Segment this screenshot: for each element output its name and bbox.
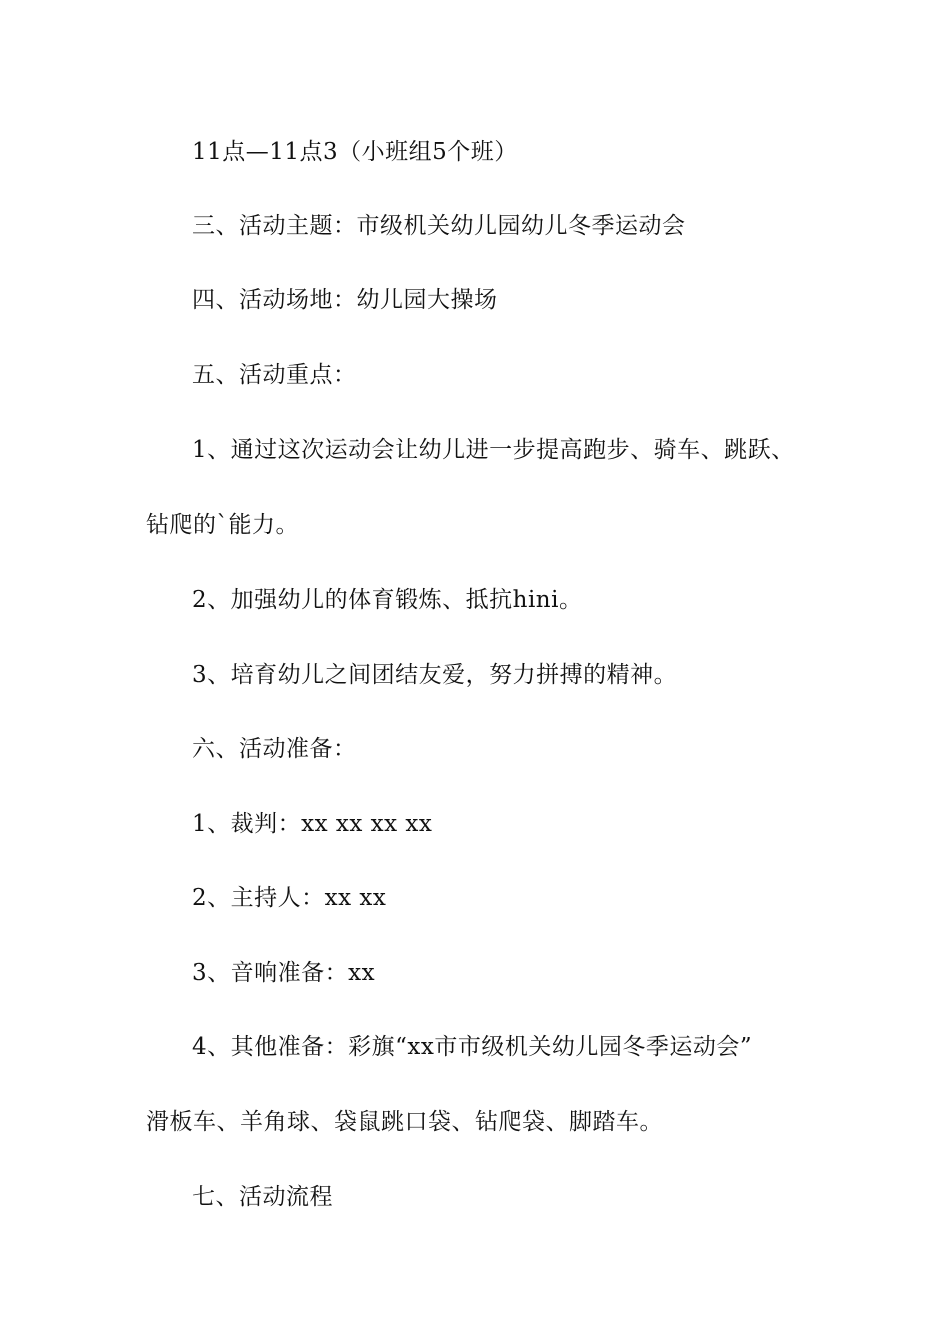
text-line-focus-1: 1、通过这次运动会让幼儿进一步提高跑步、骑车、跳跃、 [192,437,795,463]
text-line-focus-3: 3、培育幼儿之间团结友爱，努力拼搏的精神。 [192,662,678,688]
text-line-prep-1: 1、裁判：xx xx xx xx [192,811,433,837]
text-line-prep-3: 3、音响准备：xx [192,960,376,986]
text-line-prep-4-cont: 滑板车、羊角球、袋鼠跳口袋、钻爬袋、脚踏车。 [146,1109,663,1135]
text-line-time: 11点—11点3（小班组5个班） [192,139,518,165]
text-line-process-heading: 七、活动流程 [192,1184,333,1210]
text-line-theme: 三、活动主题：市级机关幼儿园幼儿冬季运动会 [192,213,686,239]
text-line-prep-4: 4、其他准备：彩旗“xx市市级机关幼儿园冬季运动会” [192,1034,753,1060]
text-line-focus-1-cont: 钻爬的`能力。 [146,512,299,538]
text-line-prep-2: 2、主持人：xx xx [192,885,387,911]
text-line-prep-heading: 六、活动准备： [192,736,357,762]
text-line-focus-heading: 五、活动重点： [192,362,357,388]
text-line-venue: 四、活动场地：幼儿园大操场 [192,287,498,313]
text-line-focus-2: 2、加强幼儿的体育锻炼、抵抗hini。 [192,587,583,613]
